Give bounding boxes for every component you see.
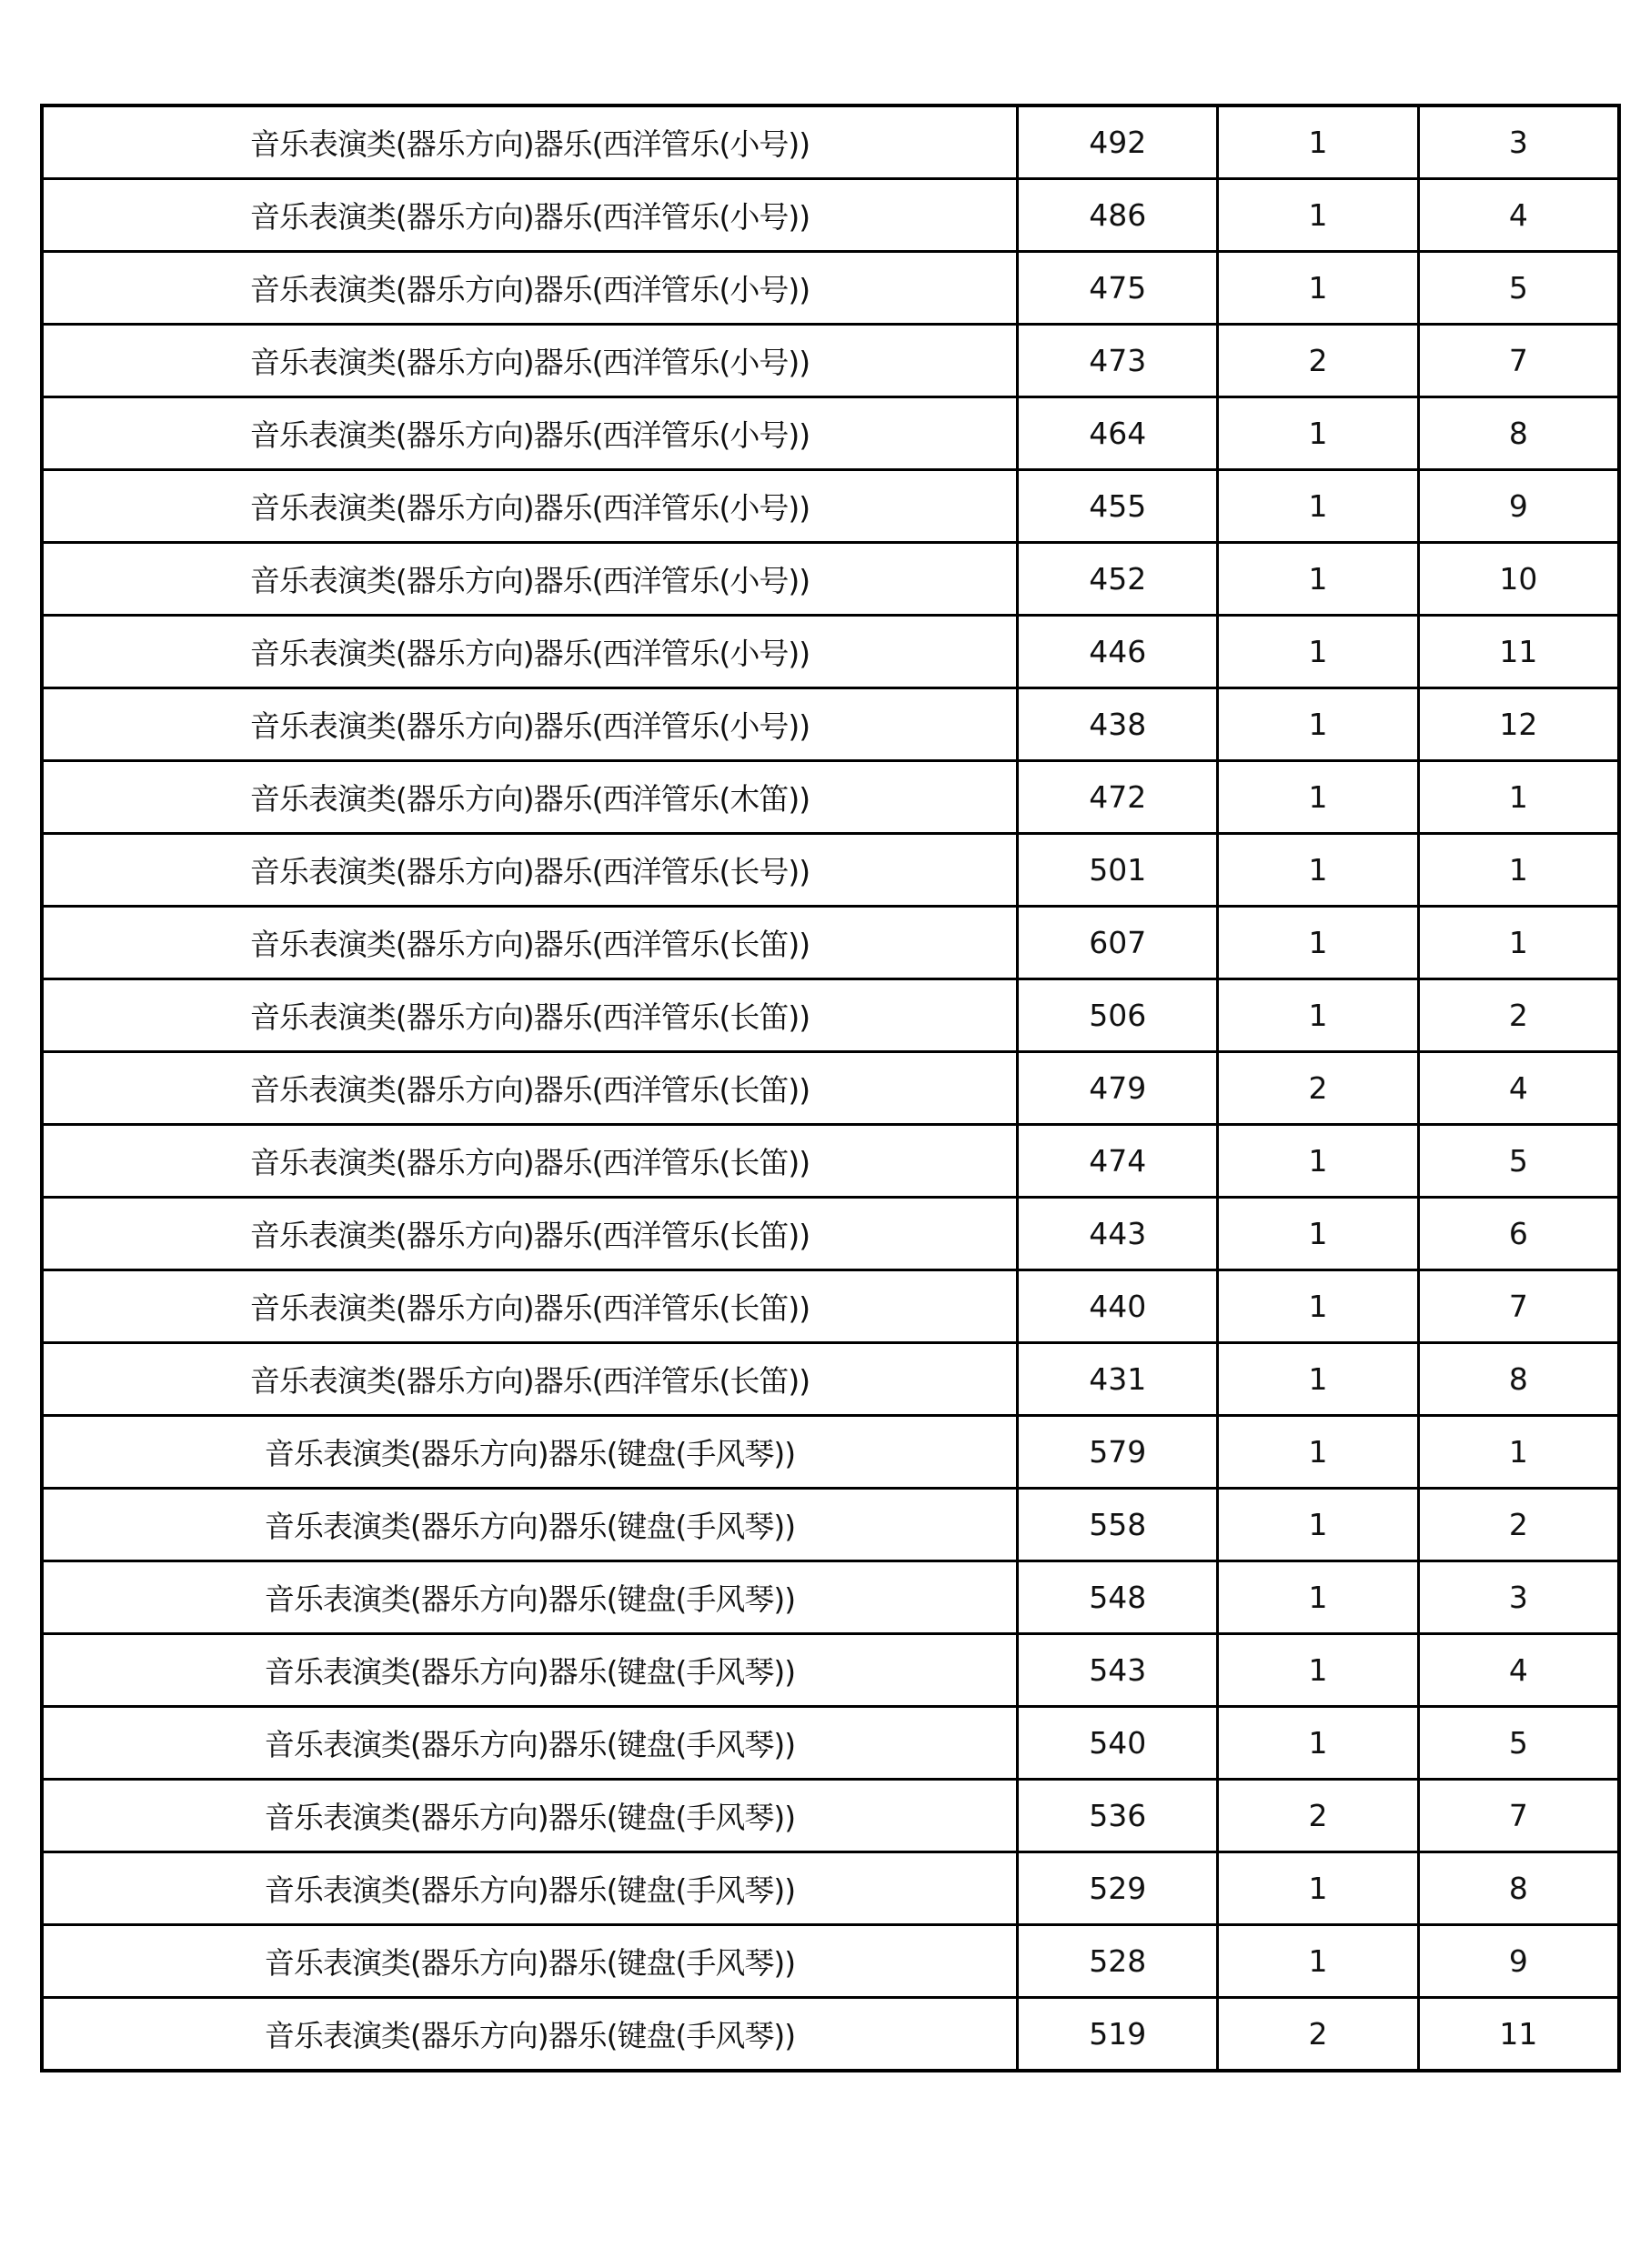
rank-cell: 4 [1418, 1634, 1619, 1707]
major-cell: 音乐表演类(器乐方向)器乐(西洋管乐(长笛)) [42, 1052, 1018, 1125]
count-cell: 1 [1218, 543, 1418, 616]
major-cell: 音乐表演类(器乐方向)器乐(键盘(手风琴)) [42, 1707, 1018, 1780]
score-cell: 472 [1018, 761, 1218, 834]
count-cell: 2 [1218, 1780, 1418, 1852]
count-cell: 1 [1218, 1925, 1418, 1998]
major-cell: 音乐表演类(器乐方向)器乐(西洋管乐(木笛)) [42, 761, 1018, 834]
score-cell: 558 [1018, 1489, 1218, 1561]
table-row [42, 543, 1619, 616]
table-row [42, 179, 1619, 252]
major-cell: 音乐表演类(器乐方向)器乐(西洋管乐(长笛)) [42, 1125, 1018, 1198]
table-row [42, 1634, 1619, 1707]
table-row [42, 1125, 1619, 1198]
major-cell: 音乐表演类(器乐方向)器乐(西洋管乐(小号)) [42, 616, 1018, 688]
major-cell: 音乐表演类(器乐方向)器乐(键盘(手风琴)) [42, 1561, 1018, 1634]
rank-cell: 4 [1418, 179, 1619, 252]
major-cell: 音乐表演类(器乐方向)器乐(西洋管乐(小号)) [42, 470, 1018, 543]
count-cell: 1 [1218, 834, 1418, 907]
rank-cell: 8 [1418, 1852, 1619, 1925]
table-row [42, 1489, 1619, 1561]
count-cell: 2 [1218, 325, 1418, 397]
score-cell: 443 [1018, 1198, 1218, 1270]
rank-cell: 9 [1418, 1925, 1619, 1998]
score-cell: 529 [1018, 1852, 1218, 1925]
score-cell: 464 [1018, 397, 1218, 470]
rank-cell: 3 [1418, 1561, 1619, 1634]
rank-cell: 11 [1418, 616, 1619, 688]
rank-cell: 12 [1418, 688, 1619, 761]
count-cell: 1 [1218, 105, 1418, 179]
count-cell: 1 [1218, 1561, 1418, 1634]
count-cell: 2 [1218, 1998, 1418, 2072]
major-cell: 音乐表演类(器乐方向)器乐(键盘(手风琴)) [42, 1780, 1018, 1852]
major-cell: 音乐表演类(器乐方向)器乐(键盘(手风琴)) [42, 1416, 1018, 1489]
rank-cell: 8 [1418, 397, 1619, 470]
count-cell: 1 [1218, 1707, 1418, 1780]
table-row [42, 1707, 1619, 1780]
count-cell: 1 [1218, 1198, 1418, 1270]
major-cell: 音乐表演类(器乐方向)器乐(西洋管乐(长笛)) [42, 1198, 1018, 1270]
score-cell: 475 [1018, 252, 1218, 325]
major-cell: 音乐表演类(器乐方向)器乐(键盘(手风琴)) [42, 1489, 1018, 1561]
score-cell: 455 [1018, 470, 1218, 543]
major-cell: 音乐表演类(器乐方向)器乐(西洋管乐(小号)) [42, 252, 1018, 325]
major-cell: 音乐表演类(器乐方向)器乐(西洋管乐(小号)) [42, 688, 1018, 761]
score-cell: 506 [1018, 979, 1218, 1052]
rank-cell: 1 [1418, 834, 1619, 907]
score-cell: 540 [1018, 1707, 1218, 1780]
table-row [42, 1780, 1619, 1852]
table-row [42, 1270, 1619, 1343]
score-cell: 543 [1018, 1634, 1218, 1707]
score-cell: 440 [1018, 1270, 1218, 1343]
rank-cell: 2 [1418, 1489, 1619, 1561]
score-cell: 474 [1018, 1125, 1218, 1198]
count-cell: 1 [1218, 179, 1418, 252]
major-cell: 音乐表演类(器乐方向)器乐(西洋管乐(长号)) [42, 834, 1018, 907]
table-row [42, 325, 1619, 397]
table-row [42, 105, 1619, 179]
score-cell: 492 [1018, 105, 1218, 179]
score-cell: 446 [1018, 616, 1218, 688]
score-cell: 528 [1018, 1925, 1218, 1998]
count-cell: 1 [1218, 1125, 1418, 1198]
major-cell: 音乐表演类(器乐方向)器乐(键盘(手风琴)) [42, 1634, 1018, 1707]
score-cell: 501 [1018, 834, 1218, 907]
count-cell: 1 [1218, 979, 1418, 1052]
rank-cell: 7 [1418, 325, 1619, 397]
major-cell: 音乐表演类(器乐方向)器乐(西洋管乐(长笛)) [42, 907, 1018, 979]
table-row [42, 979, 1619, 1052]
table-row [42, 1198, 1619, 1270]
count-cell: 1 [1218, 761, 1418, 834]
rank-cell: 4 [1418, 1052, 1619, 1125]
rank-cell: 5 [1418, 252, 1619, 325]
table-row [42, 470, 1619, 543]
rank-cell: 6 [1418, 1198, 1619, 1270]
rank-cell: 7 [1418, 1270, 1619, 1343]
count-cell: 2 [1218, 1052, 1418, 1125]
table-row [42, 761, 1619, 834]
rank-cell: 8 [1418, 1343, 1619, 1416]
table-row [42, 1343, 1619, 1416]
count-cell: 1 [1218, 252, 1418, 325]
count-cell: 1 [1218, 1270, 1418, 1343]
rank-cell: 5 [1418, 1125, 1619, 1198]
table-row [42, 907, 1619, 979]
table-row [42, 688, 1619, 761]
count-cell: 1 [1218, 1489, 1418, 1561]
score-cell: 607 [1018, 907, 1218, 979]
count-cell: 1 [1218, 688, 1418, 761]
table-row [42, 1052, 1619, 1125]
score-cell: 579 [1018, 1416, 1218, 1489]
major-cell: 音乐表演类(器乐方向)器乐(西洋管乐(小号)) [42, 543, 1018, 616]
count-cell: 1 [1218, 616, 1418, 688]
table-row [42, 397, 1619, 470]
rank-cell: 7 [1418, 1780, 1619, 1852]
major-cell: 音乐表演类(器乐方向)器乐(西洋管乐(小号)) [42, 179, 1018, 252]
score-cell: 452 [1018, 543, 1218, 616]
rank-cell: 2 [1418, 979, 1619, 1052]
table-row [42, 1925, 1619, 1998]
table-row [42, 1561, 1619, 1634]
count-cell: 1 [1218, 397, 1418, 470]
rank-cell: 3 [1418, 105, 1619, 179]
major-cell: 音乐表演类(器乐方向)器乐(西洋管乐(长笛)) [42, 1343, 1018, 1416]
count-cell: 1 [1218, 1343, 1418, 1416]
table-row [42, 1852, 1619, 1925]
table-row [42, 616, 1619, 688]
score-cell: 548 [1018, 1561, 1218, 1634]
score-cell: 473 [1018, 325, 1218, 397]
table-row [42, 834, 1619, 907]
major-cell: 音乐表演类(器乐方向)器乐(西洋管乐(长笛)) [42, 1270, 1018, 1343]
count-cell: 1 [1218, 1852, 1418, 1925]
score-table [40, 104, 1621, 2072]
major-cell: 音乐表演类(器乐方向)器乐(西洋管乐(小号)) [42, 397, 1018, 470]
score-cell: 486 [1018, 179, 1218, 252]
score-cell: 438 [1018, 688, 1218, 761]
count-cell: 1 [1218, 1416, 1418, 1489]
major-cell: 音乐表演类(器乐方向)器乐(西洋管乐(小号)) [42, 105, 1018, 179]
major-cell: 音乐表演类(器乐方向)器乐(键盘(手风琴)) [42, 1925, 1018, 1998]
rank-cell: 1 [1418, 907, 1619, 979]
rank-cell: 5 [1418, 1707, 1619, 1780]
count-cell: 1 [1218, 907, 1418, 979]
rank-cell: 9 [1418, 470, 1619, 543]
major-cell: 音乐表演类(器乐方向)器乐(西洋管乐(长笛)) [42, 979, 1018, 1052]
score-cell: 536 [1018, 1780, 1218, 1852]
score-cell: 519 [1018, 1998, 1218, 2072]
score-cell: 479 [1018, 1052, 1218, 1125]
count-cell: 1 [1218, 1634, 1418, 1707]
score-cell: 431 [1018, 1343, 1218, 1416]
table-row [42, 252, 1619, 325]
rank-cell: 10 [1418, 543, 1619, 616]
score-table-body [42, 105, 1619, 2071]
major-cell: 音乐表演类(器乐方向)器乐(键盘(手风琴)) [42, 1998, 1018, 2072]
table-row [42, 1416, 1619, 1489]
rank-cell: 1 [1418, 1416, 1619, 1489]
table-row [42, 1998, 1619, 2072]
rank-cell: 1 [1418, 761, 1619, 834]
rank-cell: 11 [1418, 1998, 1619, 2072]
major-cell: 音乐表演类(器乐方向)器乐(键盘(手风琴)) [42, 1852, 1018, 1925]
count-cell: 1 [1218, 470, 1418, 543]
major-cell: 音乐表演类(器乐方向)器乐(西洋管乐(小号)) [42, 325, 1018, 397]
